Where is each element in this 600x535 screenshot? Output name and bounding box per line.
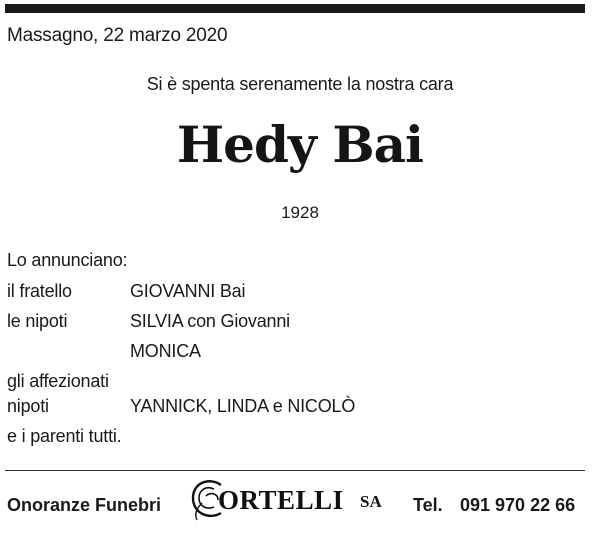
closing-line: e i parenti tutti. (7, 426, 122, 446)
names-brother: GIOVANNI Bai (130, 281, 246, 301)
intro-text: Si è spenta serenamente la nostra cara (146, 74, 454, 94)
birth-year: 1928 (281, 203, 319, 222)
phone-number: 091 970 22 66 (460, 495, 576, 515)
logo-suffix: SA (360, 492, 382, 511)
announcers-heading: Lo annunciano: (7, 250, 128, 270)
relation-nieces: le nipoti (7, 311, 68, 331)
names-grandchildren: YANNICK, LINDA e NICOLÒ (130, 396, 356, 416)
relation-brother: il fratello (7, 281, 72, 301)
names-nieces-1: SILVIA con Giovanni (130, 311, 290, 331)
footer-divider (5, 470, 585, 471)
relation-grandchildren-line2: nipoti (7, 396, 49, 416)
notice-date: Massagno, 22 marzo 2020 (7, 25, 228, 46)
relation-grandchildren-line1: gli affezionati (7, 371, 109, 391)
funeral-home-label: Onoranze Funebri (7, 495, 162, 515)
deceased-name: Hedy Bai (176, 115, 424, 174)
names-nieces-2: MONICA (130, 341, 201, 361)
phone-label: Tel. (413, 495, 443, 515)
ortelli-logo (188, 476, 398, 526)
logo-wordmark: ORTELLI (218, 485, 344, 515)
top-border-bar (5, 4, 585, 13)
